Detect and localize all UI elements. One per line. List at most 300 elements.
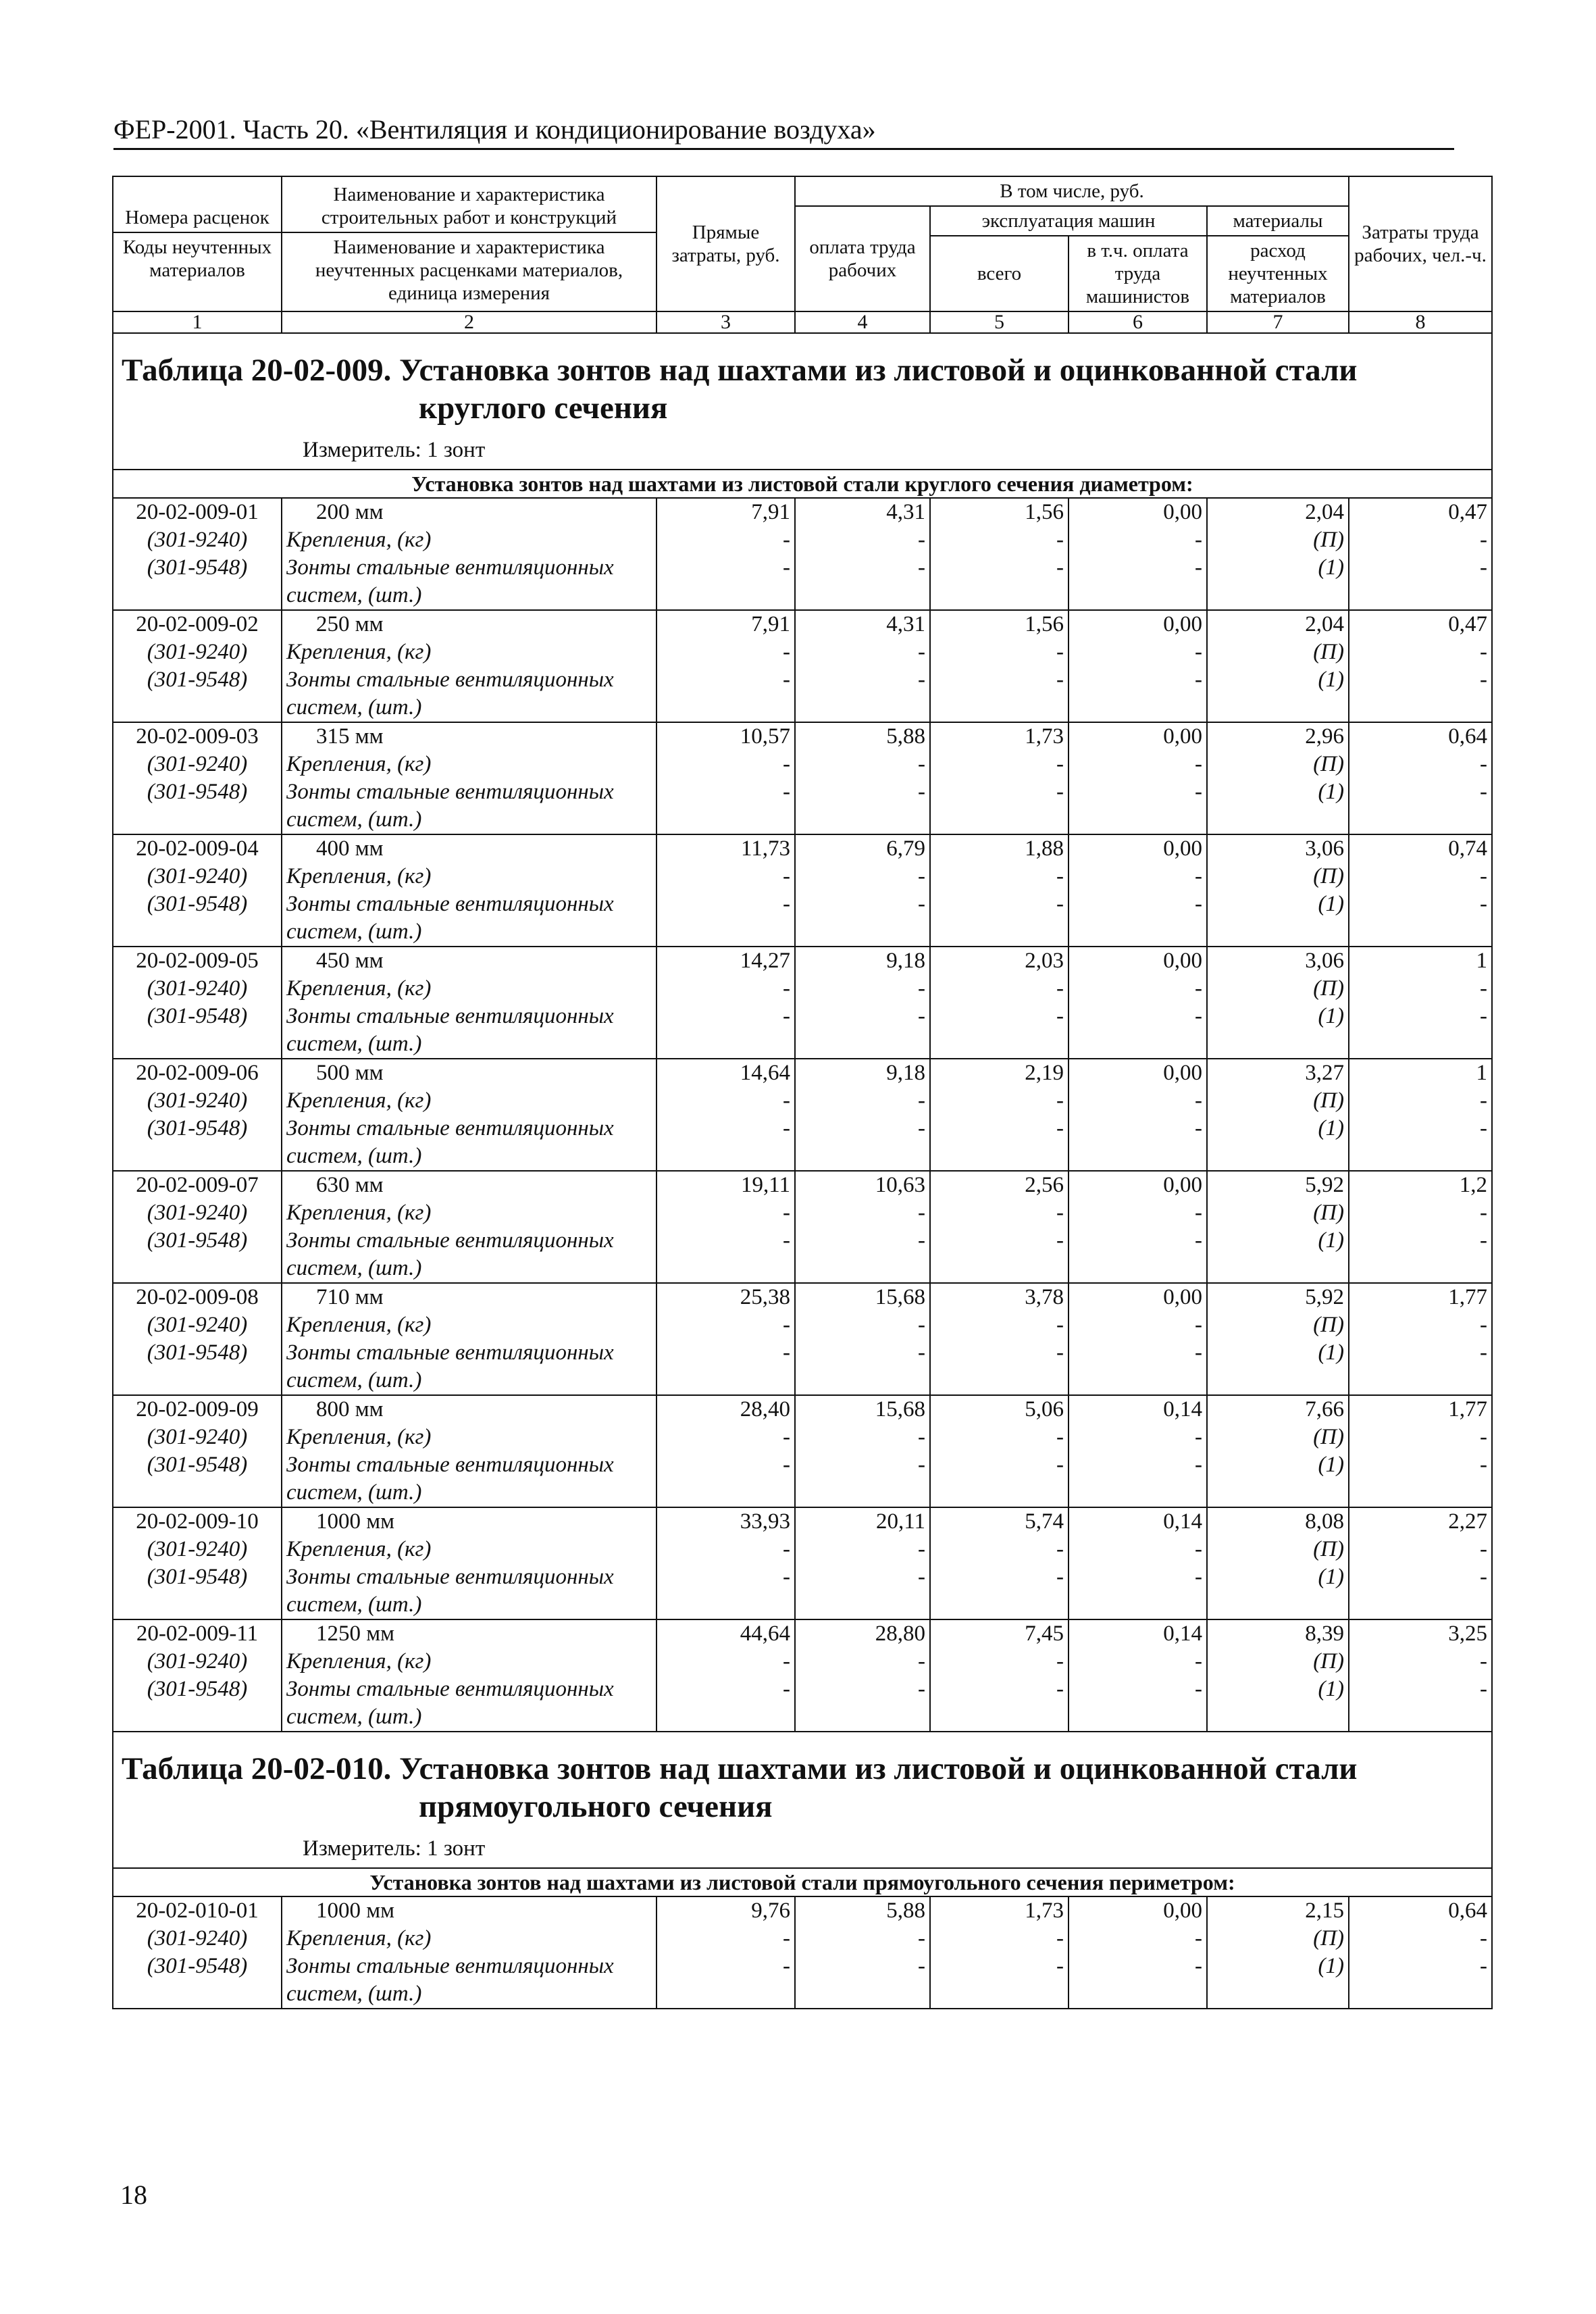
empty-cell — [795, 582, 930, 610]
material-name-continuation: систем, (шт.) — [282, 1591, 657, 1619]
dash-cell: - — [1349, 1953, 1492, 1980]
dash-cell: - — [1069, 1311, 1207, 1339]
rate-name: 800 мм — [282, 1395, 657, 1424]
empty-cell — [113, 1030, 282, 1059]
labor-pay: 10,63 — [795, 1171, 930, 1199]
dash-cell: - — [795, 1563, 930, 1591]
material-code: (301-9240) — [113, 1311, 282, 1339]
dash-cell: - — [1349, 1087, 1492, 1115]
labor-pay: 9,18 — [795, 947, 930, 975]
material-name-continuation: систем, (шт.) — [282, 1479, 657, 1507]
material-quantity: (П) — [1207, 1199, 1349, 1227]
dash-cell: - — [657, 890, 795, 918]
material-name: Крепления, (кг) — [282, 638, 657, 666]
direct-cost: 19,11 — [657, 1171, 795, 1199]
empty-cell — [1069, 1367, 1207, 1395]
empty-cell — [795, 1703, 930, 1732]
empty-cell — [1207, 1980, 1349, 2009]
labor-hours: 2,27 — [1349, 1507, 1492, 1536]
dash-cell: - — [657, 1003, 795, 1030]
dash-cell: - — [795, 638, 930, 666]
labor-pay: 20,11 — [795, 1507, 930, 1536]
labor-hours: 0,47 — [1349, 498, 1492, 526]
material-code: (301-9240) — [113, 975, 282, 1003]
material-code: (301-9548) — [113, 1115, 282, 1142]
material-quantity: (П) — [1207, 638, 1349, 666]
direct-cost: 14,27 — [657, 947, 795, 975]
empty-cell — [1207, 1591, 1349, 1619]
section-heading-row — [113, 470, 1492, 498]
section-heading: Установка зонтов над шахтами из листовой стали прямоугольного сечения периметром: — [113, 1868, 1492, 1896]
material-row-continuation — [113, 1980, 1492, 2009]
material-row — [113, 890, 1492, 918]
machinist-pay: 0,00 — [1069, 1059, 1207, 1087]
rate-name: 1000 мм — [282, 1507, 657, 1536]
empty-cell — [657, 1255, 795, 1283]
dash-cell: - — [795, 1227, 930, 1255]
material-code: (301-9240) — [113, 863, 282, 890]
dash-cell: - — [1069, 890, 1207, 918]
direct-cost: 33,93 — [657, 1507, 795, 1536]
rate-name: 200 мм — [282, 498, 657, 526]
empty-cell — [930, 1479, 1069, 1507]
direct-cost: 14,64 — [657, 1059, 795, 1087]
dash-cell: - — [795, 1003, 930, 1030]
labor-pay: 15,68 — [795, 1395, 930, 1424]
column-number: 2 — [282, 311, 657, 333]
material-name-continuation: систем, (шт.) — [282, 1367, 657, 1395]
material-code: (301-9548) — [113, 1339, 282, 1367]
dash-cell: - — [1069, 554, 1207, 582]
empty-cell — [1207, 1703, 1349, 1732]
material-quantity: (П) — [1207, 1648, 1349, 1676]
machinist-pay: 0,00 — [1069, 1283, 1207, 1311]
material-row — [113, 751, 1492, 778]
table-body — [113, 333, 1492, 2009]
empty-cell — [113, 1591, 282, 1619]
empty-cell — [1349, 1479, 1492, 1507]
material-name: Зонты стальные вентиляционных — [282, 1227, 657, 1255]
dash-cell: - — [795, 1199, 930, 1227]
dash-cell: - — [795, 1676, 930, 1703]
rate-code: 20-02-009-08 — [113, 1283, 282, 1311]
empty-cell — [1207, 1367, 1349, 1395]
column-number: 7 — [1207, 311, 1349, 333]
machines-total: 1,73 — [930, 722, 1069, 751]
dash-cell: - — [795, 1953, 930, 1980]
empty-cell — [113, 694, 282, 722]
empty-cell — [1349, 694, 1492, 722]
materials-cost: 8,08 — [1207, 1507, 1349, 1536]
material-row — [113, 1451, 1492, 1479]
material-name: Крепления, (кг) — [282, 1536, 657, 1563]
empty-cell — [1349, 1367, 1492, 1395]
dash-cell: - — [930, 1311, 1069, 1339]
dash-cell: - — [1349, 1451, 1492, 1479]
material-quantity: (П) — [1207, 975, 1349, 1003]
material-code: (301-9240) — [113, 1536, 282, 1563]
empty-cell — [113, 582, 282, 610]
dash-cell: - — [1349, 1311, 1492, 1339]
empty-cell — [113, 1479, 282, 1507]
material-quantity: (1) — [1207, 1563, 1349, 1591]
rate-name: 450 мм — [282, 947, 657, 975]
empty-cell — [1207, 1255, 1349, 1283]
labor-pay: 28,80 — [795, 1619, 930, 1648]
dash-cell: - — [1069, 1227, 1207, 1255]
empty-cell — [930, 1703, 1069, 1732]
empty-cell — [1349, 582, 1492, 610]
table-title-continuation: круглого сечения — [419, 391, 668, 426]
material-row — [113, 1676, 1492, 1703]
dash-cell: - — [1069, 1563, 1207, 1591]
empty-cell — [1207, 694, 1349, 722]
header-labor-pay: оплата труда рабочих — [795, 206, 930, 311]
empty-cell — [930, 1980, 1069, 2009]
table-row — [113, 722, 1492, 751]
empty-cell — [1349, 1703, 1492, 1732]
material-name: Зонты стальные вентиляционных — [282, 1676, 657, 1703]
table-row — [113, 1171, 1492, 1199]
empty-cell — [930, 1591, 1069, 1619]
machines-total: 1,56 — [930, 610, 1069, 638]
empty-cell — [795, 1980, 930, 2009]
material-row — [113, 1953, 1492, 1980]
dash-cell: - — [1069, 1925, 1207, 1953]
dash-cell: - — [1069, 863, 1207, 890]
labor-hours: 1,2 — [1349, 1171, 1492, 1199]
empty-cell — [795, 1367, 930, 1395]
table-title-cell — [113, 1736, 1492, 1868]
empty-cell — [930, 918, 1069, 947]
column-number: 4 — [795, 311, 930, 333]
empty-cell — [657, 582, 795, 610]
materials-cost: 7,66 — [1207, 1395, 1349, 1424]
dash-cell: - — [930, 1563, 1069, 1591]
empty-cell — [795, 918, 930, 947]
material-name: Зонты стальные вентиляционных — [282, 554, 657, 582]
rate-code: 20-02-009-04 — [113, 834, 282, 863]
material-row — [113, 1311, 1492, 1339]
dash-cell: - — [1349, 638, 1492, 666]
table-row — [113, 1395, 1492, 1424]
machinist-pay: 0,00 — [1069, 947, 1207, 975]
empty-cell — [113, 806, 282, 834]
rate-name: 250 мм — [282, 610, 657, 638]
material-row — [113, 1925, 1492, 1953]
materials-cost: 3,27 — [1207, 1059, 1349, 1087]
material-name: Зонты стальные вентиляционных — [282, 1003, 657, 1030]
table-title-row — [113, 1736, 1492, 1868]
material-name-continuation: систем, (шт.) — [282, 582, 657, 610]
table-title — [122, 1750, 1491, 1826]
material-name: Зонты стальные вентиляционных — [282, 1953, 657, 1980]
dash-cell: - — [657, 1563, 795, 1591]
dash-cell: - — [930, 1003, 1069, 1030]
dash-cell: - — [930, 1339, 1069, 1367]
labor-pay: 9,18 — [795, 1059, 930, 1087]
dash-cell: - — [657, 863, 795, 890]
material-code: (301-9240) — [113, 1648, 282, 1676]
material-quantity: (П) — [1207, 1087, 1349, 1115]
dash-cell: - — [795, 1424, 930, 1451]
dash-cell: - — [657, 1536, 795, 1563]
material-row-continuation — [113, 1479, 1492, 1507]
empty-cell — [1349, 1255, 1492, 1283]
dash-cell: - — [795, 526, 930, 554]
labor-hours: 0,64 — [1349, 1896, 1492, 1925]
dash-cell: - — [1349, 1003, 1492, 1030]
dash-cell: - — [1349, 1925, 1492, 1953]
dash-cell: - — [657, 1648, 795, 1676]
rate-name: 315 мм — [282, 722, 657, 751]
materials-cost: 2,96 — [1207, 722, 1349, 751]
header-unaccounted-materials: расход неучтенных материалов — [1207, 236, 1349, 311]
labor-hours: 1 — [1349, 947, 1492, 975]
dash-cell: - — [1069, 1339, 1207, 1367]
empty-cell — [657, 806, 795, 834]
empty-cell — [1069, 1980, 1207, 2009]
direct-cost: 44,64 — [657, 1619, 795, 1648]
dash-cell: - — [930, 1115, 1069, 1142]
table-title-text: Таблица 20-02-010. Установка зонтов над шахтами из листовой и оцинкованной стали — [122, 1751, 1358, 1786]
header-code: Номера расценок Коды неучтенных материалов — [113, 176, 282, 311]
dash-cell: - — [657, 1676, 795, 1703]
empty-cell — [1069, 1479, 1207, 1507]
dash-cell: - — [930, 638, 1069, 666]
empty-cell — [657, 1591, 795, 1619]
spacer-row — [113, 1732, 1492, 1736]
empty-cell — [657, 1479, 795, 1507]
spacer-cell — [113, 333, 1492, 338]
empty-cell — [795, 1591, 930, 1619]
page-number: 18 — [120, 2180, 147, 2210]
materials-cost: 5,92 — [1207, 1171, 1349, 1199]
materials-cost: 8,39 — [1207, 1619, 1349, 1648]
material-name: Зонты стальные вентиляционных — [282, 1451, 657, 1479]
dash-cell: - — [657, 1451, 795, 1479]
dash-cell: - — [1069, 1536, 1207, 1563]
table-row — [113, 610, 1492, 638]
material-code: (301-9548) — [113, 1676, 282, 1703]
empty-cell — [657, 1142, 795, 1171]
header-materials: материалы — [1207, 206, 1349, 236]
rate-code: 20-02-009-06 — [113, 1059, 282, 1087]
spacer-cell — [113, 1732, 1492, 1736]
material-code: (301-9240) — [113, 1424, 282, 1451]
material-name: Крепления, (кг) — [282, 1087, 657, 1115]
rate-name: 1000 мм — [282, 1896, 657, 1925]
material-quantity: (1) — [1207, 1451, 1349, 1479]
table-title — [122, 351, 1491, 427]
empty-cell — [1349, 806, 1492, 834]
empty-cell — [113, 1980, 282, 2009]
rate-code: 20-02-009-05 — [113, 947, 282, 975]
material-code: (301-9548) — [113, 1227, 282, 1255]
material-code: (301-9548) — [113, 1563, 282, 1591]
material-name: Крепления, (кг) — [282, 1648, 657, 1676]
dash-cell: - — [657, 1953, 795, 1980]
labor-hours: 1,77 — [1349, 1283, 1492, 1311]
empty-cell — [1349, 918, 1492, 947]
empty-cell — [657, 694, 795, 722]
empty-cell — [657, 1030, 795, 1059]
material-row — [113, 1648, 1492, 1676]
material-code: (301-9240) — [113, 1925, 282, 1953]
material-quantity: (1) — [1207, 666, 1349, 694]
dash-cell: - — [1069, 1451, 1207, 1479]
dash-cell: - — [657, 638, 795, 666]
table-row — [113, 1059, 1492, 1087]
empty-cell — [1207, 1479, 1349, 1507]
dash-cell: - — [930, 1424, 1069, 1451]
direct-cost: 7,91 — [657, 498, 795, 526]
machines-total: 7,45 — [930, 1619, 1069, 1648]
material-code: (301-9548) — [113, 890, 282, 918]
material-row — [113, 1227, 1492, 1255]
material-quantity: (П) — [1207, 751, 1349, 778]
material-name-continuation: систем, (шт.) — [282, 694, 657, 722]
empty-cell — [1069, 694, 1207, 722]
material-quantity: (1) — [1207, 1339, 1349, 1367]
machines-total: 2,56 — [930, 1171, 1069, 1199]
spacer-row — [113, 333, 1492, 338]
material-row — [113, 638, 1492, 666]
empty-cell — [1069, 918, 1207, 947]
material-name: Крепления, (кг) — [282, 751, 657, 778]
material-code: (301-9548) — [113, 1451, 282, 1479]
labor-pay: 4,31 — [795, 610, 930, 638]
measure-unit: Измеритель: 1 зонт — [303, 438, 486, 462]
material-code: (301-9548) — [113, 778, 282, 806]
material-quantity: (1) — [1207, 1676, 1349, 1703]
empty-cell — [1207, 1030, 1349, 1059]
rate-name: 630 мм — [282, 1171, 657, 1199]
rate-code: 20-02-009-03 — [113, 722, 282, 751]
dash-cell: - — [1069, 526, 1207, 554]
empty-cell — [113, 1255, 282, 1283]
machines-total: 1,56 — [930, 498, 1069, 526]
material-code: (301-9548) — [113, 1003, 282, 1030]
machines-total: 2,19 — [930, 1059, 1069, 1087]
material-name-continuation: систем, (шт.) — [282, 1980, 657, 2009]
empty-cell — [930, 806, 1069, 834]
dash-cell: - — [930, 1676, 1069, 1703]
dash-cell: - — [657, 1227, 795, 1255]
dash-cell: - — [930, 1648, 1069, 1676]
table-row — [113, 1507, 1492, 1536]
running-header: ФЕР-2001. Часть 20. «Вентиляция и кондиционирование воздуха» — [113, 114, 1454, 150]
labor-hours: 0,74 — [1349, 834, 1492, 863]
dash-cell: - — [1069, 1953, 1207, 1980]
labor-hours: 0,47 — [1349, 610, 1492, 638]
material-quantity: (1) — [1207, 554, 1349, 582]
material-quantity: (1) — [1207, 1953, 1349, 1980]
price-table-sheet — [112, 176, 1491, 2009]
empty-cell — [1069, 1591, 1207, 1619]
materials-cost: 2,04 — [1207, 610, 1349, 638]
empty-cell — [1069, 806, 1207, 834]
dash-cell: - — [930, 778, 1069, 806]
dash-cell: - — [657, 751, 795, 778]
material-name: Крепления, (кг) — [282, 1925, 657, 1953]
material-row-continuation — [113, 1142, 1492, 1171]
rate-name: 500 мм — [282, 1059, 657, 1087]
material-row — [113, 526, 1492, 554]
empty-cell — [930, 582, 1069, 610]
dash-cell: - — [657, 554, 795, 582]
dash-cell: - — [1349, 1227, 1492, 1255]
material-row-continuation — [113, 1367, 1492, 1395]
material-row — [113, 1536, 1492, 1563]
dash-cell: - — [930, 975, 1069, 1003]
dash-cell: - — [657, 975, 795, 1003]
machines-total: 1,88 — [930, 834, 1069, 863]
material-name-continuation: систем, (шт.) — [282, 918, 657, 947]
dash-cell: - — [795, 1087, 930, 1115]
dash-cell: - — [1349, 863, 1492, 890]
rate-code: 20-02-009-07 — [113, 1171, 282, 1199]
material-quantity: (1) — [1207, 1227, 1349, 1255]
dash-cell: - — [795, 554, 930, 582]
machinist-pay: 0,14 — [1069, 1507, 1207, 1536]
table-title-text: Таблица 20-02-009. Установка зонтов над шахтами из листовой и оцинкованной стали — [122, 353, 1358, 388]
dash-cell: - — [1069, 666, 1207, 694]
machines-total: 1,73 — [930, 1896, 1069, 1925]
table-title-row — [113, 338, 1492, 470]
material-quantity: (П) — [1207, 526, 1349, 554]
empty-cell — [930, 1030, 1069, 1059]
material-name-continuation: систем, (шт.) — [282, 806, 657, 834]
dash-cell: - — [1349, 778, 1492, 806]
dash-cell: - — [930, 1087, 1069, 1115]
column-number: 8 — [1349, 311, 1492, 333]
price-table — [112, 176, 1493, 2009]
rate-code: 20-02-009-02 — [113, 610, 282, 638]
dash-cell: - — [795, 751, 930, 778]
dash-cell: - — [795, 863, 930, 890]
machinist-pay: 0,00 — [1069, 1171, 1207, 1199]
dash-cell: - — [930, 863, 1069, 890]
machinist-pay: 0,14 — [1069, 1395, 1207, 1424]
material-row — [113, 1003, 1492, 1030]
empty-cell — [930, 1367, 1069, 1395]
labor-hours: 1,77 — [1349, 1395, 1492, 1424]
rate-name: 710 мм — [282, 1283, 657, 1311]
dash-cell: - — [657, 1199, 795, 1227]
material-quantity: (1) — [1207, 778, 1349, 806]
material-name: Зонты стальные вентиляционных — [282, 778, 657, 806]
dash-cell: - — [1349, 1676, 1492, 1703]
material-row-continuation — [113, 582, 1492, 610]
section-heading-row — [113, 1868, 1492, 1896]
direct-cost: 9,76 — [657, 1896, 795, 1925]
empty-cell — [1349, 1591, 1492, 1619]
empty-cell — [1069, 1030, 1207, 1059]
empty-cell — [1207, 1142, 1349, 1171]
table-title-cell — [113, 338, 1492, 470]
machines-total: 3,78 — [930, 1283, 1069, 1311]
material-row — [113, 975, 1492, 1003]
direct-cost: 11,73 — [657, 834, 795, 863]
empty-cell — [795, 694, 930, 722]
material-row-continuation — [113, 1255, 1492, 1283]
dash-cell: - — [1069, 1003, 1207, 1030]
material-row — [113, 778, 1492, 806]
labor-pay: 6,79 — [795, 834, 930, 863]
empty-cell — [795, 1479, 930, 1507]
dash-cell: - — [1349, 975, 1492, 1003]
